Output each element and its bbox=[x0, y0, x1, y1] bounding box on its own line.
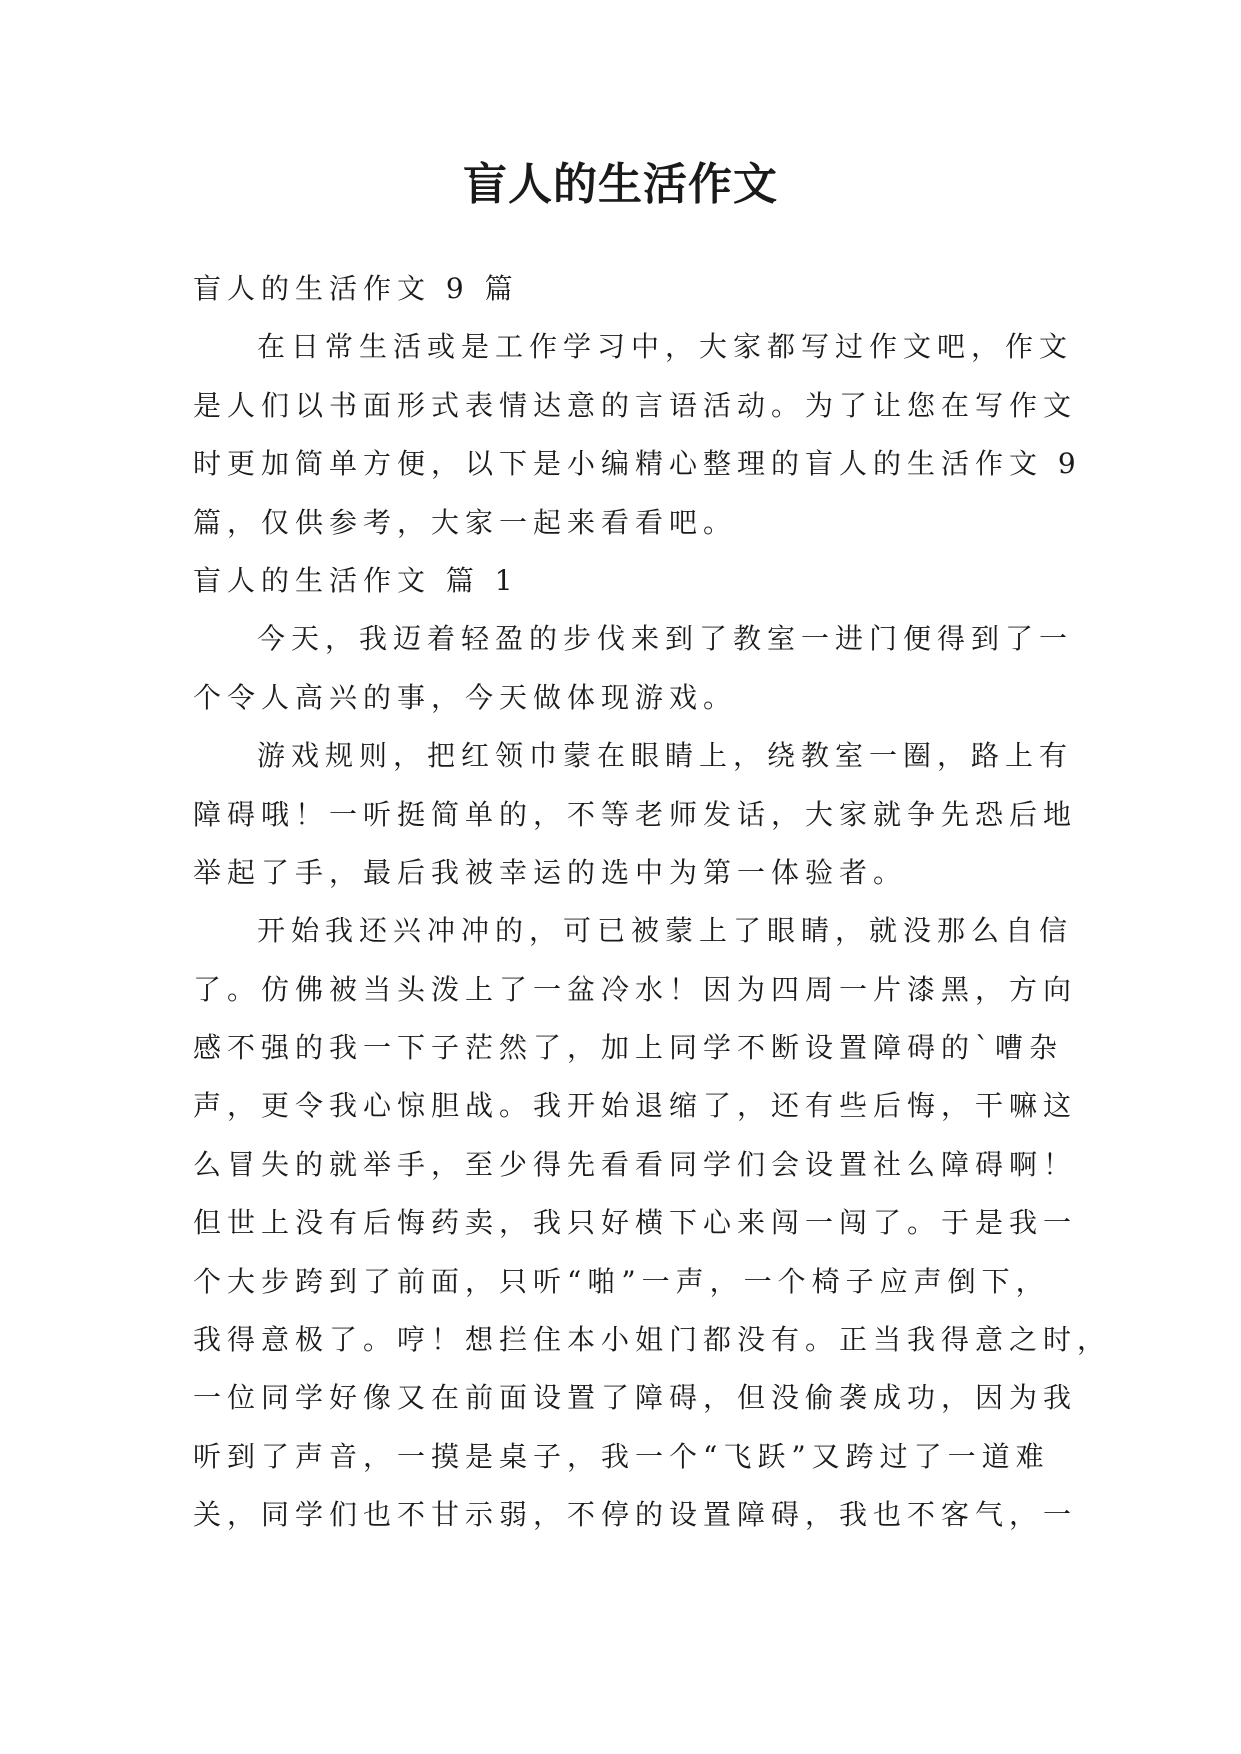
text-line: 个大步跨到了前面，只听“啪”一声，一个椅子应声倒下， bbox=[193, 1264, 1050, 1298]
document-title: 盲人的生活作文 bbox=[463, 159, 778, 210]
text-line: 篇，仅供参考，大家一起来看看吧。 bbox=[193, 505, 738, 539]
text-line: 感不强的我一下子茫然了，加上同学不断设置障碍的`嘈杂 bbox=[193, 1031, 1064, 1065]
text-line: 听到了声音，一摸是桌子，我一个“飞跃”又跨过了一道难 bbox=[193, 1439, 1050, 1473]
text-line: 关，同学们也不甘示弱，不停的设置障碍，我也不客气，一 bbox=[193, 1498, 1078, 1532]
text-line: 盲人的生活作文 9 篇 bbox=[193, 272, 519, 305]
text-line: 了。仿佛被当头泼上了一盆冷水！因为四周一片漆黑，方向 bbox=[193, 972, 1078, 1006]
text-line: 但世上没有后悔药卖，我只好横下心来闯一闯了。于是我一 bbox=[193, 1206, 1078, 1240]
text-line: 个令人高兴的事，今天做体现游戏。 bbox=[193, 680, 738, 714]
text-line: 在日常生活或是工作学习中，大家都写过作文吧，作文 bbox=[257, 330, 1074, 364]
text-line: 举起了手，最后我被幸运的选中为第一体验者。 bbox=[193, 855, 908, 889]
text-line: 今天，我迈着轻盈的步伐来到了教室一进门便得到了一 bbox=[257, 622, 1074, 656]
text-line: 开始我还兴冲冲的，可已被蒙上了眼睛，就没那么自信 bbox=[257, 914, 1074, 948]
text-line: 障碍哦！一听挺简单的，不等老师发话，大家就争先恐后地 bbox=[193, 797, 1078, 831]
text-line: 声，更令我心惊胆战。我开始退缩了，还有些后悔，干嘛这 bbox=[193, 1089, 1078, 1123]
text-line: 盲人的生活作文 篇 1 bbox=[193, 563, 519, 597]
text-line: 我得意极了。哼！想拦住本小姐门都没有。正当我得意之时， bbox=[193, 1323, 1112, 1357]
text-line: 一位同学好像又在前面设置了障碍，但没偷袭成功，因为我 bbox=[193, 1381, 1078, 1415]
text-line: 时更加简单方便，以下是小编精心整理的盲人的生活作文 9 bbox=[193, 447, 1082, 481]
text-line: 是人们以书面形式表情达意的言语活动。为了让您在写作文 bbox=[193, 388, 1078, 422]
document-body bbox=[193, 260, 1112, 1545]
text-line: 游戏规则，把红领巾蒙在眼睛上，绕教室一圈，路上有 bbox=[257, 739, 1074, 773]
text-line: 么冒失的就举手，至少得先看看同学们会设置社么障碍啊！ bbox=[193, 1147, 1078, 1181]
